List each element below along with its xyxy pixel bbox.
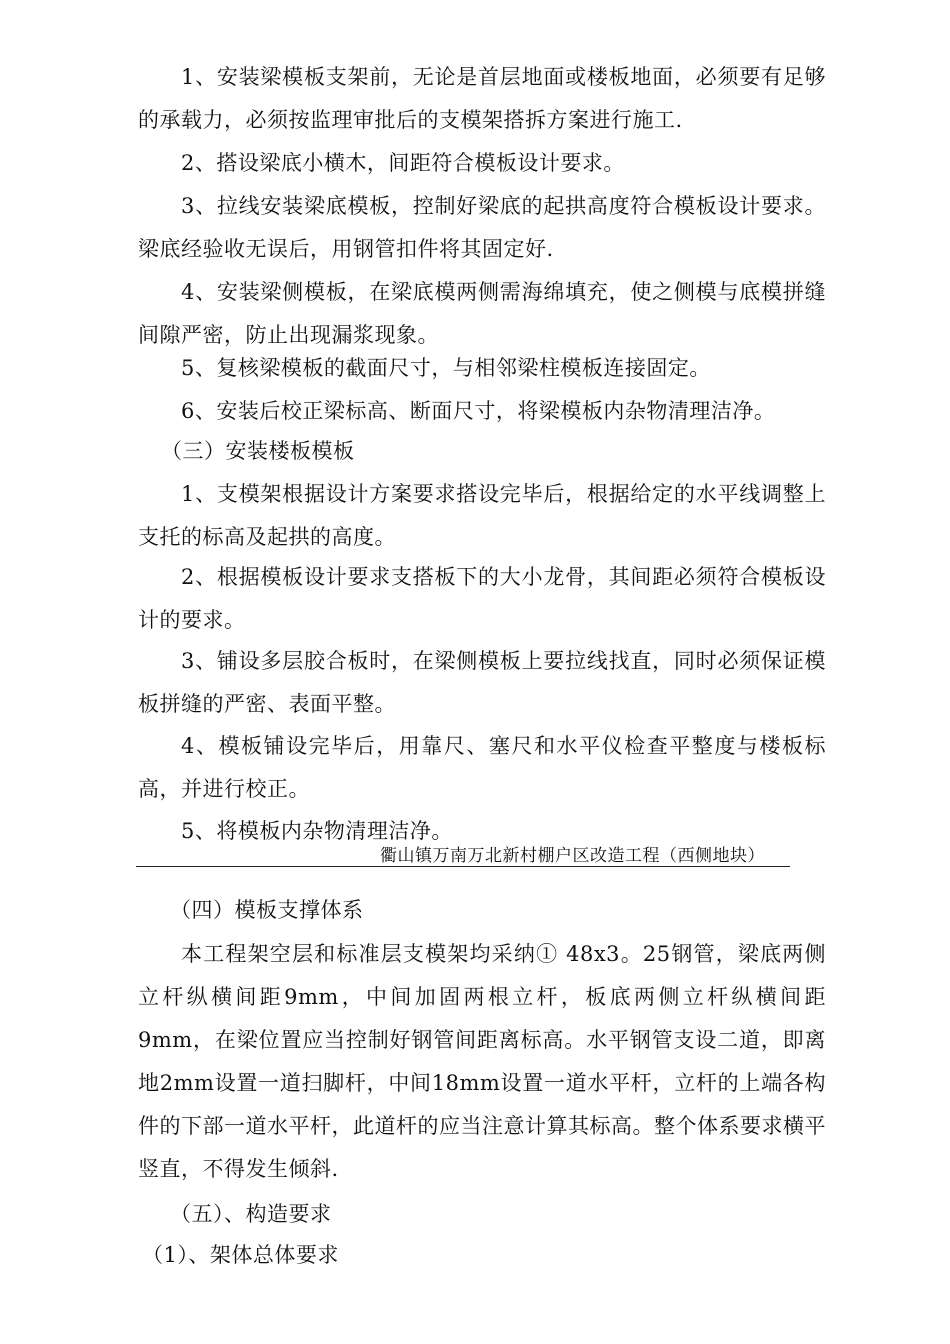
support-section-heading: （四）模板支撑体系 xyxy=(170,898,364,922)
beam-step-2: 2、搭设梁底小横木，间距符合模板设计要求。 xyxy=(181,151,625,175)
beam-step-3: 3、拉线安装梁底模板，控制好梁底的起拱高度符合模板设计要求。梁底经验收无误后，用钢管扣件将其固定好. xyxy=(138,194,826,261)
beam-step-4: 4、安装梁侧模板，在梁底模两侧需海绵填充，使之侧模与底模拼缝间隙严密，防止出现漏浆现象。 xyxy=(138,280,826,347)
slab-step-4: 4、模板铺设完毕后，用靠尺、塞尺和水平仪检查平整度与楼板标高，并进行校正。 xyxy=(138,734,826,801)
beam-step-5: 5、复核梁模板的截面尺寸，与相邻梁柱模板连接固定。 xyxy=(181,356,711,380)
slab-step-2: 2、根据模板设计要求支搭板下的大小龙骨，其间距必须符合模板设计的要求。 xyxy=(138,565,826,632)
footer-divider xyxy=(136,866,790,867)
beam-step-6: 6、安装后校正梁标高、断面尺寸，将梁模板内杂物清理洁净。 xyxy=(181,399,776,423)
slab-step-5: 5、将模板内杂物清理洁净。 xyxy=(181,819,453,843)
slab-section-heading: （三）安装楼板模板 xyxy=(161,439,355,463)
support-section-body: 本工程架空层和标准层支模架均采纳① 48x3。25钢管，梁底两侧立杆纵横间距9mm，中间加固两根立杆，板底两侧立杆纵横间距9mm，在梁位置应当控制好钢管间距离标高。水平钢管支设二道，即离地2mm设置一道扫脚杆，中间18mm设置一道水平杆，立杆的上端各构件的下部一道水平杆，此道杆的应当注意计算其标高。整个体系要求横平竖直，不得发生倾斜. xyxy=(138,942,826,1181)
structure-subheading: （1）、架体总体要求 xyxy=(142,1243,339,1267)
structure-section-heading: （五）、构造要求 xyxy=(170,1202,332,1226)
page-footer-project-name: 衢山镇万南万北新村棚户区改造工程（西侧地块） xyxy=(380,846,765,866)
slab-step-1: 1、支模架根据设计方案要求搭设完毕后，根据给定的水平线调整上支托的标高及起拱的高度。 xyxy=(138,482,826,549)
beam-step-1: 1、安装梁模板支架前，无论是首层地面或楼板地面，必须要有足够的承载力，必须按监理审批后的支模架搭拆方案进行施工. xyxy=(138,65,826,132)
slab-step-3: 3、铺设多层胶合板时，在梁侧模板上要拉线找直，同时必须保证模板拼缝的严密、表面平整。 xyxy=(138,649,826,716)
